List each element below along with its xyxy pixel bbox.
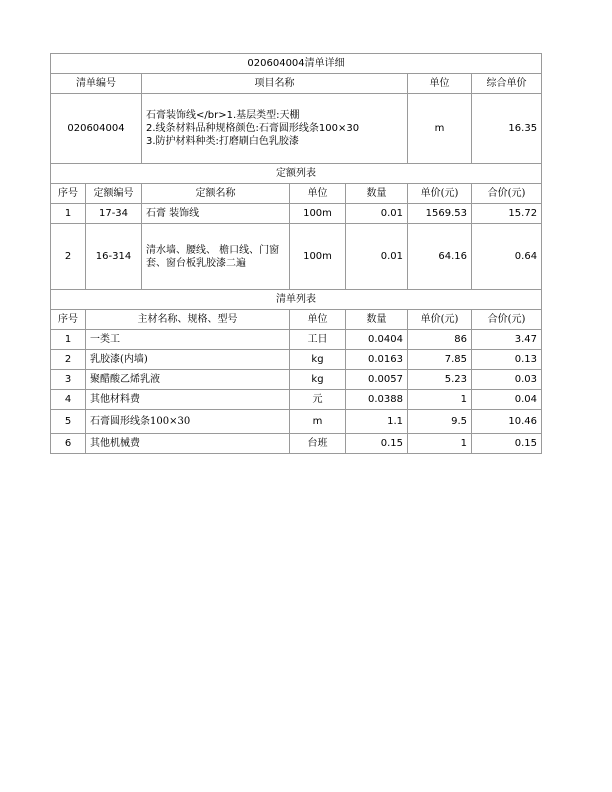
material-unit: kg [290,350,346,370]
bill-desc-line-3: 3.防护材料种类:打磨刷白色乳胶漆 [146,136,299,147]
bill-code-header: 清单编号 [51,74,142,94]
materials-qty-header: 数量 [346,310,408,330]
materials-no-header: 序号 [51,310,86,330]
quota-header-row [51,184,542,204]
material-unit-price: 1 [408,390,472,410]
bill-desc-line-2: 2.线条材料品种规格颜色:石膏圆形线条100×30 [146,123,360,134]
material-qty: 0.0163 [346,350,408,370]
material-total: 0.15 [472,434,542,454]
material-unit-price: 86 [408,330,472,350]
material-total: 0.13 [472,350,542,370]
material-qty: 0.0388 [346,390,408,410]
material-total: 3.47 [472,330,542,350]
material-unit: m [290,410,346,434]
bill-name-header: 项目名称 [142,74,408,94]
material-unit-price: 5.23 [408,370,472,390]
material-unit-price: 7.85 [408,350,472,370]
table-row [51,330,542,350]
quota-code: 17-34 [86,204,142,224]
table-row [51,350,542,370]
material-name: 聚醋酸乙烯乳液 [86,370,290,390]
material-total: 10.46 [472,410,542,434]
bill-unit-header: 单位 [408,74,472,94]
materials-unit-header: 单位 [290,310,346,330]
page-title: 020604004清单详细 [51,54,542,74]
bill-desc-line-1: 石膏装饰线</br>1.基层类型:天棚 [146,110,300,121]
quota-total: 15.72 [472,204,542,224]
bill-price-header: 综合单价 [472,74,542,94]
quota-unit-price: 1569.53 [408,204,472,224]
quota-code-header: 定额编号 [86,184,142,204]
material-qty: 0.15 [346,434,408,454]
table-row [51,390,542,410]
material-unit: kg [290,370,346,390]
material-unit: 工日 [290,330,346,350]
table-row [51,370,542,390]
quota-no-header: 序号 [51,184,86,204]
material-name: 乳胶漆(内墙) [86,350,290,370]
materials-table [50,309,542,454]
quota-unit: 100m [290,204,346,224]
material-total: 0.03 [472,370,542,390]
quota-code: 16-314 [86,224,142,290]
bill-header-row [51,74,542,94]
quota-section-title: 定额列表 [51,164,542,184]
title-row [51,54,542,74]
material-unit-price: 1 [408,434,472,454]
materials-section-row [51,290,542,310]
material-no: 2 [51,350,86,370]
material-no: 5 [51,410,86,434]
material-qty: 0.0404 [346,330,408,350]
quota-qty: 0.01 [346,224,408,290]
material-no: 1 [51,330,86,350]
materials-total-header: 合价(元) [472,310,542,330]
quota-total: 0.64 [472,224,542,290]
materials-header-row-2 [51,310,542,330]
material-qty: 1.1 [346,410,408,434]
quota-no: 1 [51,204,86,224]
bill-description [142,94,408,164]
material-no: 3 [51,370,86,390]
quota-unit-price-header: 单价(元) [408,184,472,204]
materials-name-header: 主材名称、规格、型号 [86,310,290,330]
quota-name: 清水墙、腰线、 檐口线、门窗套、窗台板乳胶漆二遍 [142,224,290,290]
material-name: 其他机械费 [86,434,290,454]
material-name: 其他材料费 [86,390,290,410]
bill-row [51,94,542,164]
material-unit: 台班 [290,434,346,454]
quota-unit-price: 64.16 [408,224,472,290]
table-row [51,224,542,290]
material-no: 4 [51,390,86,410]
bill-unit: m [408,94,472,164]
material-total: 0.04 [472,390,542,410]
material-no: 6 [51,434,86,454]
table-row [51,434,542,454]
material-name: 石膏圆形线条100×30 [86,410,290,434]
material-unit: 元 [290,390,346,410]
quota-unit: 100m [290,224,346,290]
quota-qty: 0.01 [346,204,408,224]
bill-code: 020604004 [51,94,142,164]
materials-section-title: 清单列表 [51,290,542,310]
quota-name: 石膏 装饰线 [142,204,290,224]
quota-no: 2 [51,224,86,290]
table-row [51,410,542,434]
table-row [51,204,542,224]
material-unit-price: 9.5 [408,410,472,434]
material-name: 一类工 [86,330,290,350]
materials-unit-price-header: 单价(元) [408,310,472,330]
quota-unit-header: 单位 [290,184,346,204]
quota-qty-header: 数量 [346,184,408,204]
bill-price: 16.35 [472,94,542,164]
material-qty: 0.0057 [346,370,408,390]
quota-section-row [51,164,542,184]
quota-name-header: 定额名称 [142,184,290,204]
quota-total-header: 合价(元) [472,184,542,204]
bill-detail-table [50,53,542,310]
